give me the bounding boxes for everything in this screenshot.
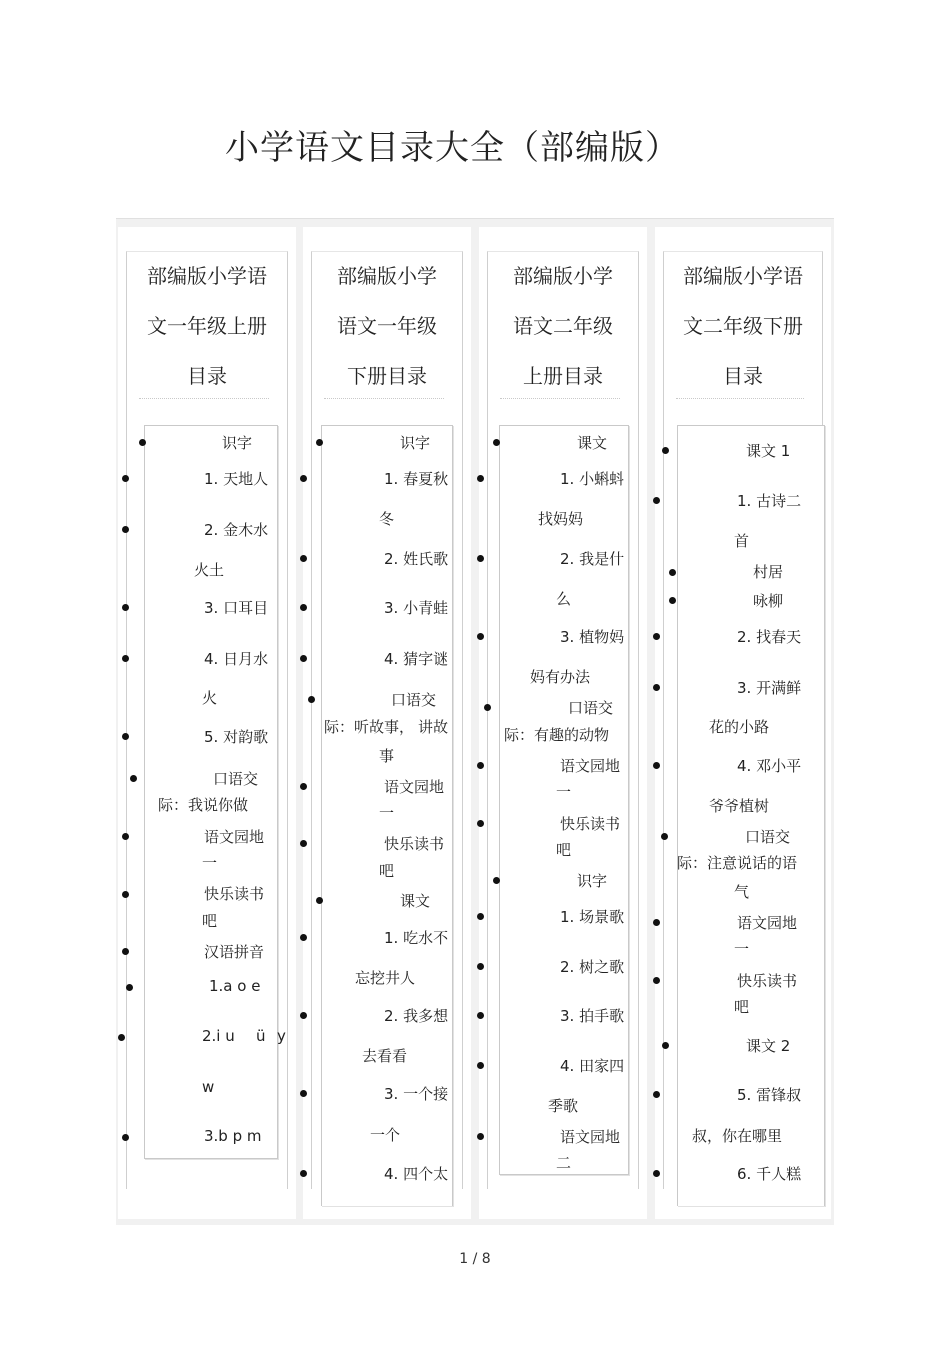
toc-entry: 际：注意说话的语 — [677, 854, 798, 872]
bullet — [122, 526, 129, 533]
toc-entry: 冬 — [379, 510, 395, 528]
toc-entry: 识字 — [577, 872, 608, 890]
bullet — [122, 655, 129, 662]
bullet — [118, 1034, 125, 1041]
toc-entry: 3. 植物妈 — [560, 628, 625, 646]
bullet — [300, 1170, 307, 1177]
toc-entry: 一 — [202, 854, 218, 872]
toc-entry: 事 — [379, 747, 395, 765]
bullet — [122, 475, 129, 482]
toc-entry: 2. 树之歌 — [560, 958, 625, 976]
bullet — [653, 762, 660, 769]
toc-entry: 1. 小蝌蚪 — [560, 470, 625, 488]
column-heading-line: 上册目录 — [523, 364, 603, 388]
toc-entry: 4. 日月水 — [204, 650, 269, 668]
column-heading-line: 部编版小学 — [513, 264, 613, 288]
toc-entry: 课文 2 — [746, 1037, 791, 1055]
toc-entry: 一 — [556, 783, 572, 801]
toc-entry: 一 — [734, 940, 750, 958]
bullet — [477, 1012, 484, 1019]
toc-entry: 吧 — [556, 841, 572, 859]
bullet — [139, 439, 146, 446]
toc-entry: 快乐读书 — [737, 972, 798, 990]
bullet — [653, 977, 660, 984]
bullet — [477, 1133, 484, 1140]
bullet — [653, 684, 660, 691]
toc-entry: 2. 金木水 — [204, 521, 269, 539]
bullet — [122, 891, 129, 898]
toc-entry: 5. 雷锋叔 — [737, 1086, 802, 1104]
toc-entry: 么 — [556, 590, 572, 608]
bullet — [477, 1062, 484, 1069]
bullet — [493, 439, 500, 446]
toc-entry: 2. 我多想 — [384, 1007, 449, 1025]
toc-entry: 快乐读书 — [384, 835, 445, 853]
bullet — [653, 1170, 660, 1177]
toc-entry: 1. 场景歌 — [560, 908, 625, 926]
column-heading-line: 文二年级下册 — [683, 314, 803, 338]
column-heading-line: 下册目录 — [347, 364, 427, 388]
toc-entry: 3.b p m — [204, 1127, 262, 1145]
column-grade1-upper — [118, 227, 296, 1219]
bullet — [300, 475, 307, 482]
bullet — [653, 1091, 660, 1098]
toc-entry: y — [277, 1027, 286, 1045]
column-heading-line: 语文二年级 — [513, 314, 613, 338]
bullet — [653, 633, 660, 640]
bullet — [130, 775, 137, 782]
bullet — [126, 984, 133, 991]
toc-entry: 忘挖井人 — [355, 969, 416, 987]
toc-entry: 讲故 — [418, 718, 449, 736]
bullet — [122, 1134, 129, 1141]
toc-entry: 课文 1 — [746, 442, 791, 460]
toc-entry: 语文园地 — [384, 778, 445, 796]
toc-entry: 二 — [556, 1154, 572, 1172]
bullet — [669, 569, 676, 576]
bullet — [122, 833, 129, 840]
toc-entry: 口语交 — [568, 699, 614, 717]
bullet — [477, 820, 484, 827]
bullet — [662, 1042, 669, 1049]
toc-entry: 火 — [202, 689, 218, 707]
toc-entry: 咏柳 — [753, 592, 784, 610]
bullet — [122, 733, 129, 740]
page-title: 小学语文目录大全（部编版） — [225, 128, 680, 168]
divider — [676, 398, 804, 399]
toc-entry: 2. 我是什 — [560, 550, 625, 568]
toc-entry: 首 — [734, 532, 750, 550]
bullet — [477, 913, 484, 920]
toc-entry: 汉语拼音 — [204, 943, 265, 961]
toc-entry: 3. 开满鲜 — [737, 679, 802, 697]
toc-entry: 6. 千人糕 — [737, 1165, 802, 1183]
bullet — [300, 783, 307, 790]
bullet — [484, 704, 491, 711]
bullet — [477, 555, 484, 562]
toc-entry: 际：有趣的动物 — [504, 726, 610, 744]
column-heading-line: 部编版小学语 — [147, 264, 267, 288]
toc-entry: 语文园地 — [560, 1128, 621, 1146]
bullet — [300, 1012, 307, 1019]
column-heading-line: 部编版小学 — [337, 264, 437, 288]
toc-entry: 气 — [734, 883, 750, 901]
toc-entry: 口语交 — [213, 770, 259, 788]
toc-entry: 吧 — [379, 862, 395, 880]
column-heading-line: 部编版小学语 — [683, 264, 803, 288]
toc-entry: 际：我说你做 — [158, 796, 249, 814]
toc-entry: 爷爷植树 — [709, 797, 770, 815]
toc-entry: 3. 口耳目 — [204, 599, 269, 617]
column-heading-line: 语文一年级 — [337, 314, 437, 338]
toc-entry: 吧 — [202, 912, 218, 930]
bullet — [477, 963, 484, 970]
toc-entry: 语文园地 — [737, 914, 798, 932]
column-heading-line: 文一年级上册 — [147, 314, 267, 338]
toc-entry: 一个 — [370, 1126, 401, 1144]
toc-entry: 4. 邓小平 — [737, 757, 802, 775]
toc-entry: ü — [256, 1027, 266, 1045]
toc-entry: 1.a o e — [209, 977, 261, 995]
toc-entry: 课文 — [400, 892, 431, 910]
toc-entry: 妈有办法 — [530, 668, 591, 686]
divider — [324, 398, 444, 399]
toc-entry: 2. 姓氏歌 — [384, 550, 449, 568]
toc-entry: 3. 拍手歌 — [560, 1007, 625, 1025]
toc-entry: 际：听故事， — [324, 718, 415, 736]
divider — [139, 398, 269, 399]
toc-entry: 3. 一个接 — [384, 1085, 449, 1103]
bullet — [122, 604, 129, 611]
toc-entry: 找妈妈 — [538, 510, 584, 528]
bullet — [653, 497, 660, 504]
toc-entry: 吧 — [734, 998, 750, 1016]
toc-entry: 语文园地 — [560, 757, 621, 775]
toc-entry: 一 — [379, 804, 395, 822]
toc-entry: 1. 天地人 — [204, 470, 269, 488]
toc-entry: 口语交 — [391, 691, 437, 709]
toc-entry: 语文园地 — [204, 828, 265, 846]
toc-entry: 5. 对韵歌 — [204, 728, 269, 746]
toc-entry: 1. 春夏秋 — [384, 470, 449, 488]
page-number: 1 / 8 — [459, 1251, 491, 1267]
toc-entry: 花的小路 — [709, 718, 770, 736]
bullet — [300, 604, 307, 611]
divider — [500, 398, 620, 399]
bullet — [122, 948, 129, 955]
toc-entry: 快乐读书 — [560, 815, 621, 833]
toc-entry: 村居 — [753, 563, 784, 581]
toc-entry: 课文 — [577, 434, 608, 452]
toc-entry: 1. 吃水不 — [384, 929, 449, 947]
column-heading-line: 目录 — [723, 364, 763, 388]
bullet — [300, 655, 307, 662]
toc-entry: 1. 古诗二 — [737, 492, 802, 510]
toc-entry: 4. 田家四 — [560, 1057, 625, 1075]
bullet — [493, 877, 500, 884]
toc-entry: 季歌 — [548, 1097, 579, 1115]
bullet — [477, 762, 484, 769]
toc-entry: 去看看 — [362, 1047, 408, 1065]
toc-entry: 4. 四个太 — [384, 1165, 449, 1183]
bullet — [316, 439, 323, 446]
bullet — [662, 447, 669, 454]
bullet — [300, 1090, 307, 1097]
bullet — [308, 696, 315, 703]
bullet — [477, 633, 484, 640]
toc-entry: 快乐读书 — [204, 885, 265, 903]
bullet — [653, 919, 660, 926]
toc-entry: 识字 — [400, 434, 431, 452]
column-heading-line: 目录 — [187, 364, 227, 388]
bullet — [300, 840, 307, 847]
toc-entry: 火土 — [194, 561, 225, 579]
bullet — [316, 897, 323, 904]
toc-entry: 2.i u — [202, 1027, 235, 1045]
toc-entry: w — [202, 1078, 215, 1096]
toc-entry: 2. 找春天 — [737, 628, 802, 646]
toc-entry: 叔，你在哪里 — [692, 1127, 783, 1145]
toc-entry: 4. 猜字谜 — [384, 650, 449, 668]
toc-entry: 识字 — [222, 434, 253, 452]
bullet — [661, 833, 668, 840]
bullet — [300, 555, 307, 562]
bullet — [300, 934, 307, 941]
bullet — [477, 475, 484, 482]
toc-entry: 3. 小青蛙 — [384, 599, 449, 617]
bullet — [669, 597, 676, 604]
toc-entry: 口语交 — [745, 828, 791, 846]
